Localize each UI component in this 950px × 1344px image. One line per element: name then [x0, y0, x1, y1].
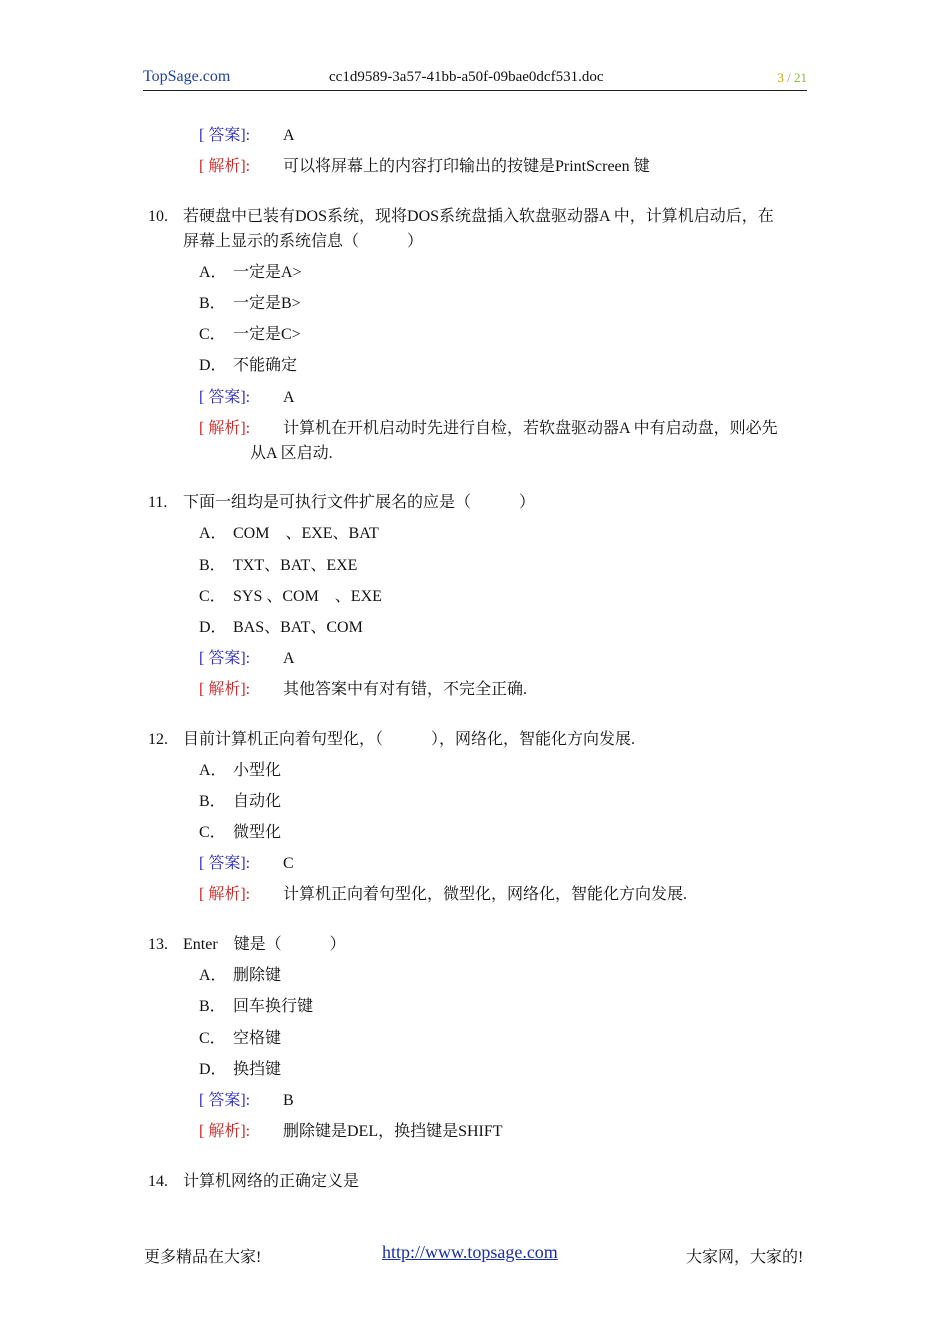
- analysis-label: [ 解析]:: [199, 420, 251, 437]
- option-text: COM 、EXE、BAT: [233, 525, 379, 542]
- q13-number: 13.: [148, 936, 168, 953]
- option-label: B．: [199, 793, 226, 810]
- option-text: TXT、BAT、EXE: [233, 557, 358, 574]
- q10-analysis-continued: 从A 区启动.: [250, 445, 333, 462]
- option-label: B．: [199, 557, 226, 574]
- q13-option-a: [199, 965, 281, 987]
- option-text: 一定是B>: [233, 295, 301, 312]
- option-label: A．: [199, 762, 227, 779]
- analysis-label: [ 解析]:: [199, 1123, 251, 1140]
- q12-option-b: [199, 791, 281, 813]
- q11-option-d: [199, 617, 363, 639]
- option-text: 小型化: [233, 762, 282, 779]
- analysis-text: 计算机正向着句型化，微型化，网络化，智能化方向发展.: [283, 886, 688, 903]
- analysis-label: [ 解析]:: [199, 886, 251, 903]
- option-label: A．: [199, 967, 227, 984]
- analysis-label: [ 解析]:: [199, 681, 251, 698]
- analysis-text: 其他答案中有对有错，不完全正确.: [283, 681, 528, 698]
- option-label: C．: [199, 588, 226, 605]
- answer-label: [ 答案]:: [199, 127, 251, 144]
- q10-analysis: [199, 418, 778, 440]
- footer-link[interactable]: http://www.topsage.com: [382, 1242, 558, 1262]
- q11-answer: [199, 648, 295, 670]
- option-label: C．: [199, 824, 226, 841]
- answer-label: [ 答案]:: [199, 389, 251, 406]
- page-total: 21: [794, 70, 807, 85]
- q12-option-a: [199, 760, 281, 782]
- page-separator: /: [783, 70, 794, 85]
- option-text: 删除键: [233, 967, 282, 984]
- q14-text: 计算机网络的正确定义是: [183, 1173, 360, 1190]
- option-label: C．: [199, 1030, 226, 1047]
- option-text: 自动化: [233, 793, 282, 810]
- option-text: 换挡键: [233, 1061, 282, 1078]
- answer-label: [ 答案]:: [199, 650, 251, 667]
- q10-option-d: [199, 355, 297, 377]
- q11-analysis: [199, 679, 527, 701]
- document-filename: cc1d9589-3a57-41bb-a50f-09bae0dcf531.doc: [329, 69, 604, 85]
- q13-option-b: [199, 996, 313, 1018]
- q13-option-c: [199, 1028, 281, 1050]
- option-label: D．: [199, 619, 227, 636]
- option-text: 不能确定: [233, 357, 298, 374]
- option-text: 一定是C>: [233, 326, 301, 343]
- option-text: BAS、BAT、COM: [233, 619, 363, 636]
- analysis-text: 可以将屏幕上的内容打印输出的按键是PrintScreen 键: [283, 158, 650, 175]
- q11-text: 下面一组均是可执行文件扩展名的应是（ ）: [183, 494, 536, 511]
- q14-number: 14.: [148, 1173, 168, 1190]
- q13-analysis: [199, 1121, 503, 1143]
- q10-text-line2: 屏幕上显示的系统信息（ ）: [183, 233, 424, 250]
- q9-analysis: [199, 156, 650, 178]
- answer-value: A: [283, 650, 295, 667]
- analysis-label: [ 解析]:: [199, 158, 251, 175]
- q12-text: 目前计算机正向着句型化，（ ），网络化，智能化方向发展.: [183, 731, 636, 748]
- option-label: B．: [199, 998, 226, 1015]
- footer-right-text: 大家网，大家的!: [686, 1249, 804, 1266]
- q12-answer: [199, 853, 294, 875]
- analysis-text: 删除键是DEL，换挡键是SHIFT: [283, 1123, 503, 1140]
- answer-label: [ 答案]:: [199, 855, 251, 872]
- q10-option-c: [199, 324, 301, 346]
- q10-text-line1: 若硬盘中已装有DOS系统，现将DOS系统盘插入软盘驱动器A 中，计算机启动后，在: [183, 208, 774, 225]
- page-current: 3: [777, 70, 784, 85]
- option-text: 微型化: [233, 824, 282, 841]
- page-header: [143, 68, 807, 91]
- option-label: D．: [199, 357, 227, 374]
- site-name[interactable]: TopSage.com: [143, 68, 231, 85]
- q10-option-a: [199, 262, 302, 284]
- answer-value: B: [283, 1092, 294, 1109]
- q13-option-d: [199, 1059, 281, 1081]
- q10-option-b: [199, 293, 301, 315]
- footer-left-text: 更多精品在大家!: [144, 1249, 262, 1266]
- option-text: 空格键: [233, 1030, 282, 1047]
- answer-value: A: [283, 389, 295, 406]
- q12-number: 12.: [148, 731, 168, 748]
- option-text: SYS 、COM 、EXE: [233, 588, 382, 605]
- option-text: 回车换行键: [233, 998, 314, 1015]
- option-label: B．: [199, 295, 226, 312]
- q12-analysis: [199, 884, 687, 906]
- answer-value: A: [283, 127, 295, 144]
- q11-option-b: [199, 555, 357, 577]
- q10-answer: [199, 387, 295, 409]
- page-indicator: [777, 70, 807, 86]
- option-label: C．: [199, 326, 226, 343]
- option-label: A．: [199, 525, 227, 542]
- option-text: 一定是A>: [233, 264, 302, 281]
- q12-option-c: [199, 822, 281, 844]
- q10-number: 10.: [148, 208, 168, 225]
- q13-answer: [199, 1090, 294, 1112]
- analysis-text: 计算机在开机启动时先进行自检，若软盘驱动器A 中有启动盘，则必先: [283, 420, 778, 437]
- q11-option-c: [199, 586, 382, 608]
- q11-number: 11.: [148, 494, 168, 511]
- option-label: D．: [199, 1061, 227, 1078]
- q9-answer: [199, 125, 295, 147]
- q13-text: Enter 键是（ ）: [183, 936, 346, 953]
- answer-label: [ 答案]:: [199, 1092, 251, 1109]
- answer-value: C: [283, 855, 294, 872]
- option-label: A．: [199, 264, 227, 281]
- q11-option-a: [199, 523, 379, 545]
